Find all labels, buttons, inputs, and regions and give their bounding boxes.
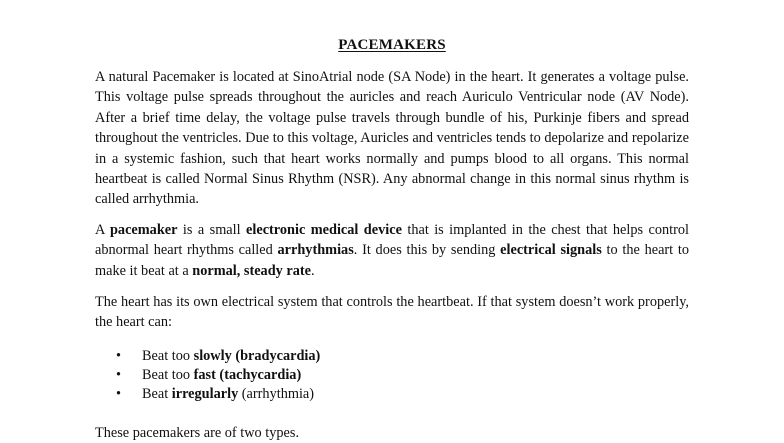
text-run: that is implanted in the chest that helps control abnormal heart rhythms called (95, 222, 689, 259)
bullet-icon: • (116, 348, 122, 364)
paragraph-two-types: These pacemakers are of two types. (95, 425, 300, 441)
bold-term-rate: normal, steady rate (192, 262, 311, 279)
bold-term-signals: electrical signals (500, 242, 602, 259)
bullet-icon: • (116, 367, 122, 383)
list-item (95, 385, 320, 404)
bold-term-device: electronic medical device (246, 222, 402, 238)
list-item-prefix: Beat too (142, 367, 194, 383)
symptom-list (95, 347, 320, 404)
paragraph-pacemaker-definition (95, 220, 689, 281)
text-run: . It does this by sending (353, 242, 501, 259)
text-run: . (310, 262, 315, 279)
text-run: is a small (177, 222, 247, 238)
bullet-icon: • (116, 386, 122, 402)
page-title: PACEMAKERS (338, 37, 446, 53)
list-item-bold: fast (tachycardia) (193, 367, 302, 383)
list-item-suffix: (arrhythmia) (238, 386, 315, 402)
paragraph-heart-system: The heart has its own electrical system that controls the heartbeat. If that system doesn’t work properly, the heart can: (95, 294, 689, 331)
list-item (95, 366, 320, 385)
bold-term-arrhythmias: arrhythmias (277, 242, 354, 259)
list-item-prefix: Beat (142, 386, 172, 402)
list-item (95, 347, 320, 366)
bold-term-pacemaker: pacemaker (109, 222, 178, 238)
list-item-bold: irregularly (171, 386, 239, 402)
paragraph-natural-pacemaker: A natural Pacemaker is located at SinoAtrial node (SA Node) in the heart. It generates a voltage pulse. This voltage pulse spreads throughout the auricles and reach Auriculo Ventricular node (AV Node). After a brief time delay, the voltage pulse travels through bundle of his, Purkinje fibers and spread throughout the ventricles. Due to this voltage, Auricles and ventricles tends to depolarize and repolarize in a systemic fashion, such that heart works normally and pumps blood to all organs. This normal heartbeat is called Normal Sinus Rhythm (NSR). Any abnormal change in this normal sinus rhythm is called arrhythmia. (95, 69, 689, 208)
text-run: A (95, 222, 110, 238)
text-run: to the heart to make it beat at a (95, 242, 690, 279)
list-item-bold: slowly (bradycardia) (193, 348, 321, 364)
list-item-prefix: Beat too (142, 348, 194, 364)
